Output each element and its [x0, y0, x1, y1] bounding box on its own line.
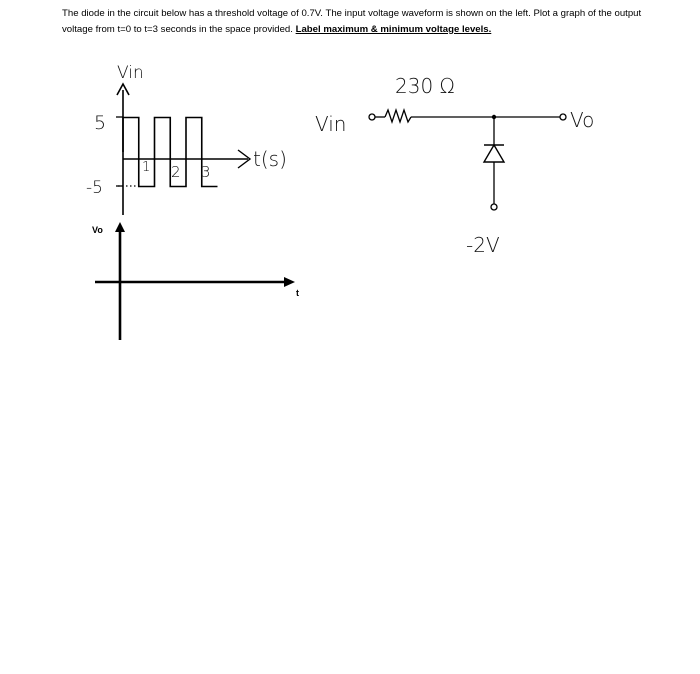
vo-x-arrow-icon [284, 277, 295, 287]
vin-y-label: Vin [117, 63, 144, 83]
source-terminal [491, 204, 497, 210]
vin-x-tick-1: 1 [142, 160, 151, 175]
problem-text: The diode in the circuit below has a threshold voltage of 0.7V. The input voltage waveform is shown on the left. Plot a graph of the output voltage from t=0 to t=3 seconds in the space provided. [62, 8, 642, 35]
circuit-diagram [315, 74, 594, 257]
vo-graph [92, 222, 299, 340]
resistor-symbol [385, 110, 411, 122]
vin-x-tick-3: 3 [201, 163, 211, 181]
vin-tick-label-max: 5 [94, 112, 107, 134]
diode-icon [484, 145, 504, 162]
output-terminal [560, 114, 566, 120]
vin-x-tick-2: 2 [171, 163, 181, 181]
input-label: Vin [315, 112, 347, 136]
problem-emphasis: Label maximum & minimum voltage levels. [295, 23, 492, 35]
vin-graph [86, 63, 287, 215]
resistor-label: 230 Ω [395, 74, 455, 98]
vo-y-label: Vo [92, 225, 103, 235]
input-terminal [369, 114, 375, 120]
vo-y-arrow-icon [115, 222, 125, 232]
vo-x-label: t [296, 288, 299, 298]
source-label: -2V [466, 233, 500, 257]
vin-x-label: t(s) [253, 147, 287, 171]
output-label: Vo [570, 108, 595, 132]
vin-tick-label-min: -5 [86, 178, 103, 198]
